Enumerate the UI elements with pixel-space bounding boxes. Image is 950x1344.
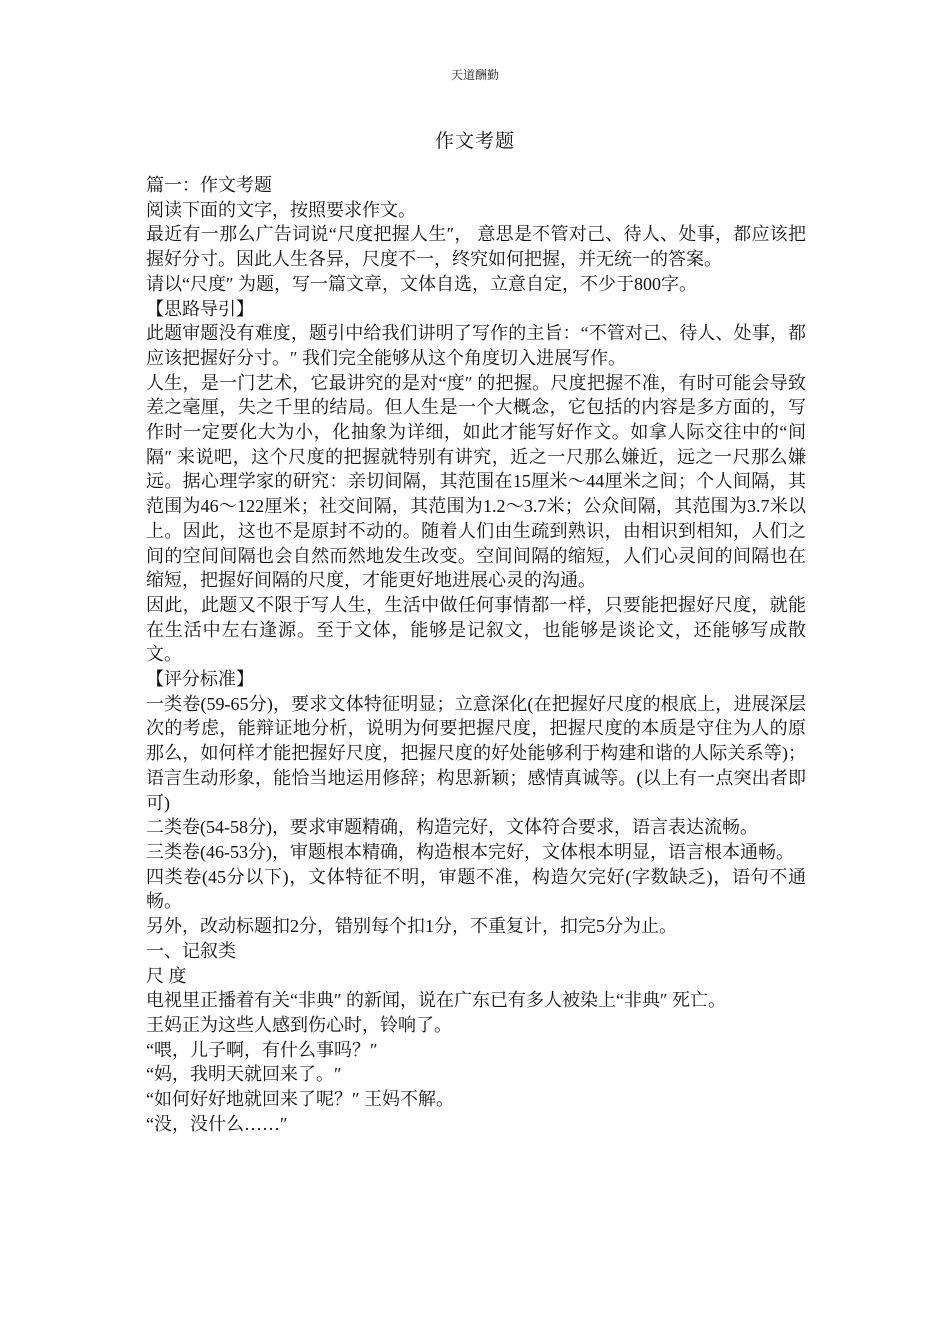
section-heading: 【思路导引】 xyxy=(146,298,254,319)
page-header: 天道酬勤 xyxy=(450,68,499,82)
paragraph: 人生，是一门艺术，它最讲究的是对“度″ 的把握。尺度把握不准，有时可能会导致差之毫厘，失之千里的结局。但人生是一个大概念，它包括的内容是多方面的，写作时一定要化大为小，化抽象为详细，如此才能写好作文。如拿人际交往中的“间隔″ 来说吧，这个尺度的把握就特别有讲究，近之一尺那么嫌近，远之一尺那么嫌远。据心理学家的研究：亲切间隔，其范围在15厘米～44厘米之间；个人间隔，其范围为46～122厘米；社交间隔，其范围为1.2～3.7米；公众间隔，其范围为3.7米以上。因此，这也不是原封不动的。随着人们由生疏到熟识，由相识到相知，人们之间的空间间隔也会自然而然地发生改变。空间间隔的缩短，人们心灵间的间隔也在缩短，把握好间隔的尺度，才能更好地进展心灵的沟通。 xyxy=(146,372,806,591)
dialogue-line: “妈，我明天就回来了。″ xyxy=(146,1064,342,1085)
paragraph: 王妈正为这些人感到伤心时，铃响了。 xyxy=(146,1014,452,1035)
paragraph: 因此，此题又不限于写人生，生活中做任何事情都一样，只要能把握好尺度，就能在生活中左右逢源。至于文体，能够是记叙文，也能够是谈论文，还能够写成散文。 xyxy=(146,594,806,665)
paragraph: 一类卷(59-65分)，要求文体特征明显；立意深化(在把握好尺度的根底上，进展深层次的考虑，能辩证地分析，说明为何要把握尺度，把握尺度的本质是守住为人的原那么，如何样才能把握好尺度，把握尺度的好处能够利于构建和谐的人际关系等)；语言生动形象，能恰当地运用修辞；构思新颖；感情真诚等。(以上有一点突出者即可) xyxy=(146,693,806,813)
section-heading: 【评分标准】 xyxy=(146,669,254,690)
dialogue-line: “没，没什么……″ xyxy=(146,1113,288,1134)
document-title: 作文考题 xyxy=(434,131,515,152)
dialogue-line: “如何好好地就回来了呢？″ 王妈不解。 xyxy=(146,1089,454,1110)
paragraph: 三类卷(46-53分)，审题根本精确，构造根本完好，文体根本明显，语言根本通畅。 xyxy=(146,841,794,862)
paragraph: 二类卷(54-58分)，要求审题精确，构造完好，文体符合要求，语言表达流畅。 xyxy=(146,817,758,838)
dialogue-line: “喂，儿子啊，有什么事吗？″ xyxy=(146,1039,378,1060)
essay-title: 尺 度 xyxy=(146,965,187,986)
document-body xyxy=(146,173,806,1136)
paragraph: 请以“尺度″ 为题，写一篇文章，文体自选，立意自定，不少于800字。 xyxy=(146,273,697,294)
paragraph: 阅读下面的文字，按照要求作文。 xyxy=(146,199,416,220)
paragraph: 最近有一那么广告词说“尺度把握人生″， 意思是不管对己、待人、处事，都应该把握好分寸。因此人生各异，尺度不一，终究如何把握，并无统一的答案。 xyxy=(146,224,806,270)
section-heading: 一、记叙类 xyxy=(146,940,236,961)
paragraph: 电视里正播着有关“非典″ 的新闻，说在广东已有多人被染上“非典″ 死亡。 xyxy=(146,990,726,1011)
paragraph: 四类卷(45分以下)，文体特征不明，审题不准，构造欠完好(字数缺乏)，语句不通畅。 xyxy=(146,866,806,912)
paragraph: 此题审题没有难度，题引中给我们讲明了写作的主旨：“不管对己、待人、处事，都应该把握好分寸。″ 我们完全能够从这个角度切入进展写作。 xyxy=(146,323,806,368)
paragraph: 另外，改动标题扣2分，错别每个扣1分，不重复计，扣完5分为止。 xyxy=(146,916,677,937)
paragraph: 篇一：作文考题 xyxy=(146,175,272,195)
